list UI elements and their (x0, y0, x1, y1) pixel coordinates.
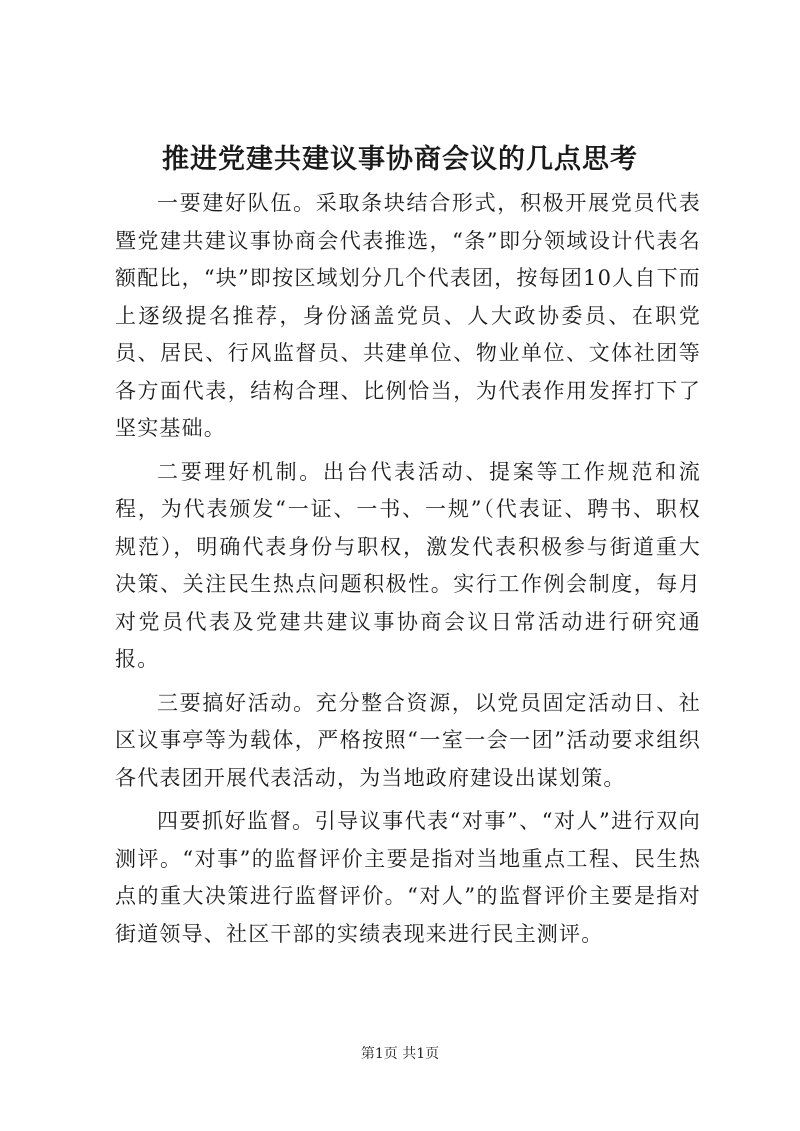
document-title: 推进党建共建议事协商会议的几点思考 (162, 144, 638, 175)
page-number-footer: 第1页 共1页 (360, 1046, 440, 1062)
paragraph-team: 一要建好队伍。采取条块结合形式，积极开展党员代表暨党建共建议事协商会代表推选，“条”即分领域设计代表名额配比，“块”即按区域划分几个代表团，按每团10人自下而上逐级提名推荐，身份涵盖党员、人大政协委员、在职党员、居民、行风监督员、共建单位、物业单位、文体社团等各方面代表，结构合理、比例恰当，为代表作用发挥打下了坚实基础。 (115, 191, 701, 440)
paragraph-mechanism: 二要理好机制。出台代表活动、提案等工作规范和流程，为代表颁发“一证、一书、一规”（代表证、聘书、职权规范），明确代表身份与职权，激发代表积极参与街道重大决策、关注民生热点问题积极性。实行工作例会制度，每月对党员代表及党建共建议事协商会议日常活动进行研究通报。 (115, 459, 701, 671)
paragraph-activities: 三要搞好活动。充分整合资源，以党员固定活动日、社区议事亭等为载体，严格按照“一室一会一团”活动要求组织各代表团开展代表活动，为当地政府建设出谋划策。 (115, 690, 701, 790)
paragraph-supervision: 四要抓好监督。引导议事代表“对事”、“对人”进行双向测评。“对事”的监督评价主要是指对当地重点工程、民生热点的重大决策进行监督评价。“对人”的监督评价主要是指对街道领导、社区干部的实绩表现来进行民主测评。 (115, 809, 701, 946)
document-body (115, 185, 701, 959)
